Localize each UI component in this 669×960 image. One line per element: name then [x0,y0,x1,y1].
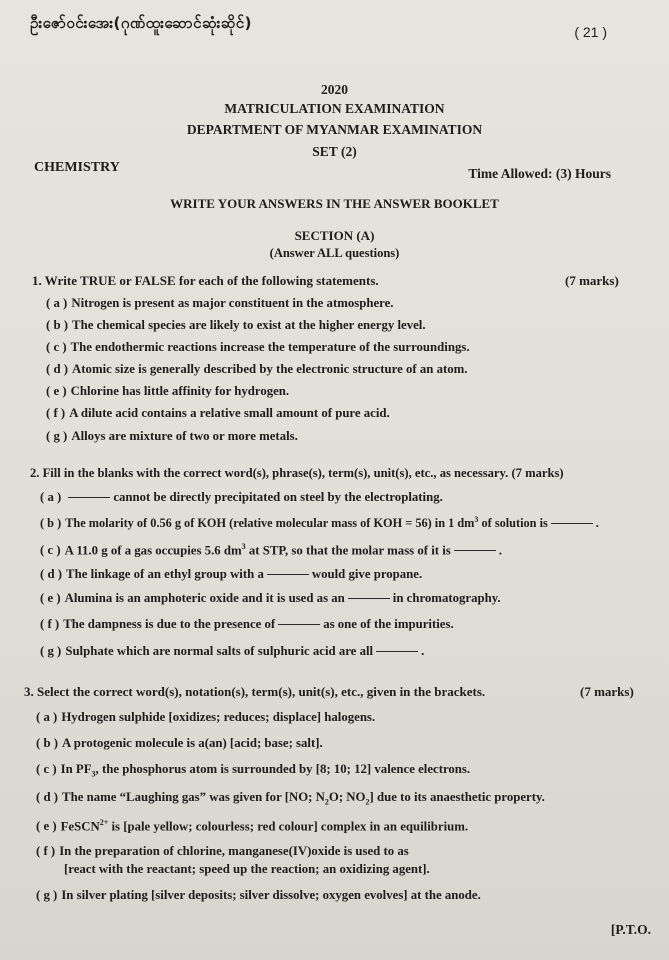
q3-item-g [36,888,481,903]
answer-blank [454,550,496,551]
item-text: In the preparation of chlorine, manganese(IV)oxide is used to as [59,844,409,858]
q3-item-e [36,818,468,834]
q1-item-b [46,318,426,333]
item-label: ( a ) [46,296,68,310]
item-text-before: A 11.0 g of a gas occupies 5.6 dm [64,543,242,558]
item-label: ( a ) [36,710,58,724]
q2-item-a [40,490,443,505]
q3-item-a [36,710,375,725]
q1-item-c [46,340,470,355]
subject-title: CHEMISTRY [34,160,120,175]
q1-item-g [46,429,298,444]
item-label: ( c ) [46,340,67,354]
exam-department: DEPARTMENT OF MYANMAR EXAMINATION [186,122,483,137]
item-text-mid: at STP, so that the molar mass of it is [245,543,451,558]
item-label: ( g ) [36,888,58,902]
item-label: ( b ) [40,516,62,531]
item-text-after: would give propane. [311,567,423,581]
item-label: ( g ) [40,644,62,658]
item-label: ( a ) [40,490,62,504]
q3-item-c [36,762,470,779]
item-text-after: . [498,543,502,558]
q1-item-f [46,406,390,421]
exam-title: MATRICULATION EXAMINATION [224,101,445,116]
item-label: ( e ) [46,384,67,398]
q2-item-d [40,567,422,582]
item-label: ( e ) [36,819,57,834]
item-text-before: Alumina is an amphoteric oxide and it is used as an [64,591,345,605]
item-label: ( e ) [40,591,61,605]
item-text: In silver plating [silver deposits; silver dissolve; oxygen evolves] at the anode. [61,888,481,902]
question-3-stem: 3. Select the correct word(s), notation(s), term(s), unit(s), etc., given in the brackets. [24,684,486,699]
item-text-mid: of solution is [478,516,548,531]
section-note: (Answer ALL questions) [269,246,400,260]
item-label: ( f ) [36,844,56,858]
q2-item-g [40,644,424,659]
item-text-after: is [pale yellow; colourless; red colour] complex in an equilibrium. [108,819,469,834]
superscript: 2+ [99,818,109,827]
superscript: 3 [241,542,246,551]
item-label: ( c ) [40,543,61,558]
q2-item-e [40,591,501,606]
answer-blank [68,497,110,498]
exam-set: SET (2) [312,144,357,159]
answer-blank [376,651,418,652]
please-turn-over: [P.T.O. [610,922,651,937]
item-text-after: cannot be directly precipitated on steel by the electroplating. [113,490,443,504]
subscript: 3 [91,769,96,779]
page-number: ( 21 ) [574,24,607,40]
subscript: 2 [324,797,329,807]
item-text: Alloys are mixture of two or more metals. [71,429,298,443]
answer-blank [348,598,390,599]
stem-text: 2. Fill in the blanks with the correct word(s), phrase(s), term(s), unit(s), etc., as necessary. [30,466,509,480]
section-title: SECTION (A) [294,228,375,243]
item-text-after: as one of the impurities. [323,617,454,631]
q3-item-f-line2: [react with the reactant; speed up the reaction; an oxidizing agent]. [64,862,430,876]
q2-item-c [40,542,502,558]
item-label: ( f ) [46,406,66,420]
item-text-before: In PF [60,762,92,776]
answer-blank [267,574,309,575]
answer-instruction: WRITE YOUR ANSWERS IN THE ANSWER BOOKLET [170,196,499,211]
item-text-after: . [421,644,425,658]
subscript: 2 [365,797,370,807]
answer-blank [278,624,320,625]
q1-item-a [46,296,394,311]
item-text: Hydrogen sulphide [oxidizes; reduces; displace] halogens. [61,710,376,724]
item-text-before: FeSCN [60,819,100,834]
question-1-marks: (7 marks) [565,273,619,288]
item-text: Chlorine has little affinity for hydrogen. [70,384,290,398]
item-text: The chemical species are likely to exist at the higher energy level. [72,318,426,332]
q3-item-d [36,790,545,807]
item-label: ( c ) [36,762,57,776]
q1-item-d [46,362,467,377]
answer-blank [551,523,593,524]
item-text: A dilute acid contains a relative small amount of pure acid. [69,406,390,420]
item-text: Nitrogen is present as major constituent in the atmosphere. [71,296,394,310]
q3-item-f [36,844,409,859]
q1-item-e [46,384,289,399]
item-text-mid: O; NO [328,790,366,804]
time-allowed: Time Allowed: (3) Hours [468,166,611,181]
item-text-before: The molarity of 0.56 g of KOH (relative molecular mass of KOH = 56) in 1 dm [65,516,475,531]
item-label: ( g ) [46,429,68,443]
item-text-after: , the phosphorus atom is surrounded by [8; 10; 12] valence electrons. [95,762,471,776]
q2-item-f [40,617,454,632]
question-2-marks: (7 marks) [511,466,564,480]
q3-item-b [36,736,323,751]
item-label: ( f ) [40,617,60,631]
item-label: ( b ) [46,318,69,332]
item-text-before: Sulphate which are normal salts of sulphuric acid are all [65,644,374,658]
item-text-after: ] due to its anaesthetic property. [369,790,545,804]
item-label: ( d ) [36,790,59,804]
publisher-watermark: ဦးဇော်ဝင်းအေး(ဂုဏ်ထူးဆောင်ဆုံးဆိုင်) [30,14,252,32]
item-label: ( b ) [36,736,59,750]
item-text: A protogenic molecule is a(an) [acid; base; salt]. [62,736,323,750]
superscript: 3 [474,515,479,524]
item-text-after: . [595,516,599,531]
item-text-before: The name “Laughing gas” was given for [NO; N [62,790,325,804]
item-label: ( d ) [40,567,63,581]
q2-item-b [40,515,599,531]
item-text-before: The dampness is due to the presence of [63,617,276,631]
item-text: The endothermic reactions increase the temperature of the surroundings. [70,340,470,354]
exam-year: 2020 [321,82,348,97]
question-1-stem: 1. Write TRUE or FALSE for each of the following statements. [32,273,379,288]
item-text: Atomic size is generally described by the electronic structure of an atom. [72,362,468,376]
item-label: ( d ) [46,362,69,376]
question-2-stem [30,466,564,481]
item-text-after: in chromatography. [392,591,501,605]
question-3-marks: (7 marks) [580,684,634,699]
item-text-before: The linkage of an ethyl group with a [66,567,264,581]
